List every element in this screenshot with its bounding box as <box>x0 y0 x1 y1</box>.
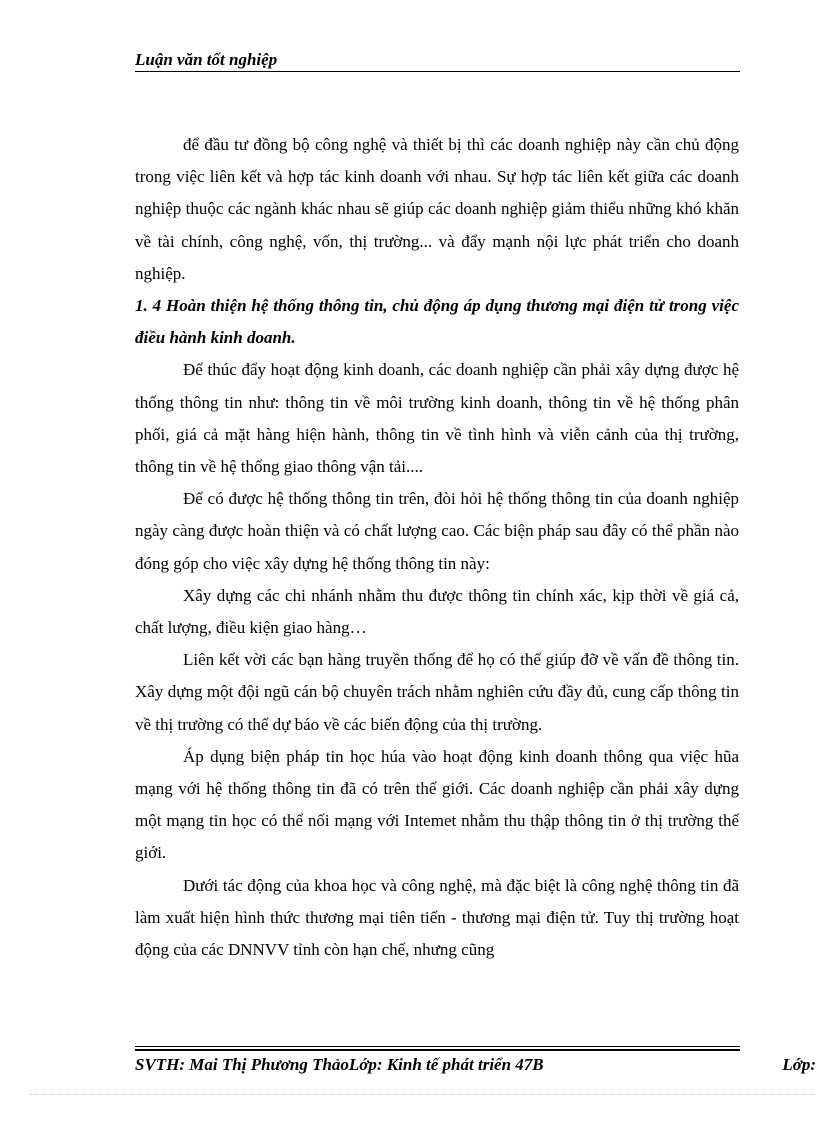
paragraph-partners: Liên kết vời các bạn hàng truyền thống để họ có thể giúp đỡ về vấn đề thông tin. Xây dựng một đội ngũ cán bộ chuyên trách nhằm nghiên cứu đầy đủ, cung cấp thông tin về thị trường có thể dự báo về các biến động của thị trường. <box>135 650 739 734</box>
page-header <box>135 50 740 72</box>
paragraph-branches: Xây dựng các chi nhánh nhằm thu được thông tin chính xác, kịp thời về giá cả, chất lượng, điều kiện giao hàng… <box>135 585 739 638</box>
paragraph-it-application: Áp dụng biện pháp tin học húa vào hoạt động kinh doanh thông qua việc hũa mạng với hệ thống thông tin đã có trên thế giới. Các doanh nghiệp cần phải xây dựng một mạng tin học có thể nối mạng với Intemet nhằm thu thập thông tin ở thị trường thế giới. <box>135 746 739 863</box>
footer-student-info: SVTH: Mai Thị Phương ThảoLớp: Kinh tế phát triển 47B <box>135 1055 544 1074</box>
paragraph-improvement-measures: Để có được hệ thống thông tin trên, đòi hỏi hệ thống thông tin của doanh nghiệp ngày càng được hoàn thiện và có chất lượng cao. Các biện pháp sau đây có thể phần nào đóng góp cho việc xây dựng hệ thống thông tin này: <box>135 489 739 573</box>
paragraph-cooperation: để đầu tư đồng bộ công nghệ và thiết bị thì các doanh nghiệp này cần chủ động trong việc liên kết và hợp tác kinh doanh với nhau. Sự hợp tác liên kết giữa các doanh nghiệp thuộc các ngành khác nhau sẽ giúp các doanh nghiệp giảm thiểu những khó khăn về tài chính, công nghệ, vốn, thị trường... và đẩy mạnh nội lực phát triển cho doanh nghiệp. <box>135 135 739 283</box>
page-footer <box>135 1046 816 1076</box>
footer-class-label: Lớp: <box>782 1055 816 1074</box>
footer-rule-thick <box>135 1049 740 1051</box>
paragraph-e-commerce: Dưới tác động của khoa học và công nghệ, mà đặc biệt là công nghệ thông tin đã làm xuất hiện hình thức thương mại tiên tiến - thương mại điện tử. Tuy thị trường hoạt động của các DNNVV tỉnh còn hạn chế, nhưng cũng <box>135 875 739 960</box>
footer-rule-thin <box>135 1046 740 1047</box>
section-heading: 1. 4 Hoàn thiện hệ thống thông tin, chủ động áp dụng thương mại điện tử trong việc điều hành kinh doanh. <box>135 296 739 348</box>
paragraph-information-system: Để thúc đẩy hoạt động kinh doanh, các doanh nghiệp cần phải xây dựng được hệ thống thông tin như: thông tin về môi trường kinh doanh, thông tin về hệ thống phân phối, giá cả mặt hàng hiện hành, thông tin về tình hình và viễn cảnh của thị trường, thông tin về hệ thống giao thông vận tải.... <box>135 360 739 477</box>
header-rule <box>135 71 740 72</box>
document-body <box>135 129 739 966</box>
header-title: Luận văn tốt nghiệp <box>135 50 278 69</box>
page-bottom-border <box>30 1094 816 1095</box>
